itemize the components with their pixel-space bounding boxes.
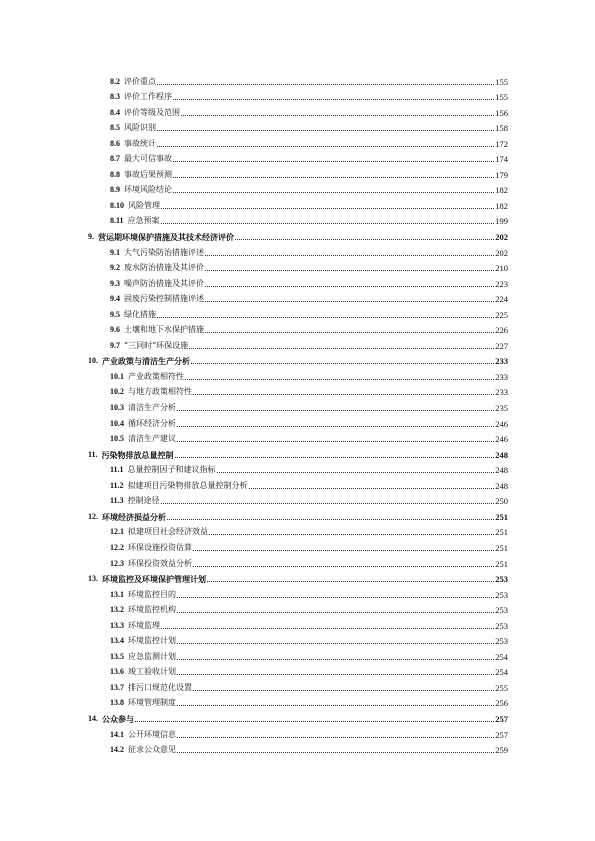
toc-entry-title: 产业政策与清洁生产分析	[102, 356, 190, 367]
dot-leader	[185, 378, 494, 380]
toc-entry-number: 10.2	[110, 387, 124, 397]
toc-page-number: 248	[495, 465, 508, 476]
toc-entry-title: 评价重点	[124, 76, 156, 86]
toc-entry-number: 14.	[88, 713, 98, 723]
toc-entry-number: 13.	[88, 574, 98, 584]
dot-leader	[173, 176, 494, 178]
toc-section-entry[interactable]	[88, 273, 508, 289]
toc-page-number: 253	[495, 605, 508, 616]
dot-leader	[177, 751, 494, 753]
dot-leader	[207, 580, 494, 582]
toc-page-number: 251	[495, 511, 508, 522]
dot-leader	[205, 300, 494, 302]
toc-section-entry[interactable]	[88, 429, 508, 445]
toc-section-entry[interactable]	[88, 180, 508, 196]
toc-page-number: 182	[495, 200, 508, 211]
dot-leader	[157, 129, 494, 131]
dot-leader	[191, 362, 494, 364]
toc-entry-title: 环境监控计划	[128, 636, 176, 646]
toc-section-entry[interactable]	[88, 366, 508, 382]
dot-leader	[157, 316, 494, 318]
toc-entry-title: 竣工验收计划	[128, 667, 176, 677]
toc-page-number: 199	[495, 216, 508, 227]
toc-entry-title: 环境监控及环境保护管理计划	[102, 574, 206, 585]
toc-entry-title: 风险管理	[128, 200, 160, 210]
toc-section-entry[interactable]	[88, 522, 508, 538]
toc-entry-number: 13.3	[110, 620, 124, 630]
toc-entry-number: 12.	[88, 511, 98, 521]
dot-leader	[157, 145, 494, 147]
toc-entry-title: 土壤和地下水保护措施	[124, 325, 204, 335]
toc-entry-number: 9.4	[110, 294, 120, 304]
toc-entry-title: 废水防治措施及其评价	[124, 263, 204, 273]
toc-entry-number: 8.2	[110, 76, 120, 86]
toc-entry-number: 12.1	[110, 527, 124, 537]
toc-section-entry[interactable]	[88, 382, 508, 398]
toc-page-number: 224	[495, 294, 508, 305]
dot-leader	[189, 347, 494, 349]
dot-leader	[157, 83, 494, 85]
toc-section-entry[interactable]	[88, 258, 508, 274]
toc-entry-number: 8.8	[110, 169, 120, 179]
toc-page-number: 253	[495, 589, 508, 600]
toc-page-number: 248	[495, 480, 508, 491]
toc-chapter-entry[interactable]	[88, 708, 508, 724]
toc-section-entry[interactable]	[88, 118, 508, 134]
toc-entry-number: 13.6	[110, 667, 124, 677]
toc-page-number: 225	[495, 309, 508, 320]
toc-page-number: 259	[495, 745, 508, 756]
toc-section-entry[interactable]	[88, 460, 508, 476]
toc-entry-number: 11.	[88, 449, 98, 459]
toc-entry-number: 13.7	[110, 682, 124, 692]
dot-leader	[217, 471, 495, 473]
toc-section-entry[interactable]	[88, 149, 508, 165]
toc-entry-title: 清洁生产分析	[128, 403, 176, 413]
dot-leader	[177, 736, 494, 738]
toc-entry-number: 8.9	[110, 185, 120, 195]
toc-entry-number: 13.1	[110, 589, 124, 599]
dot-leader	[205, 269, 494, 271]
toc-entry-title: 评价工作程序	[124, 92, 172, 102]
dot-leader	[167, 518, 494, 520]
toc-page-number: 179	[495, 169, 508, 180]
toc-section-entry[interactable]	[88, 677, 508, 693]
dot-leader	[205, 331, 494, 333]
toc-page-number: 248	[495, 449, 508, 460]
toc-page-number: 233	[495, 356, 508, 367]
toc-entry-number: 9.7	[110, 340, 120, 350]
toc-section-entry[interactable]	[88, 631, 508, 647]
toc-entry-number: 11.2	[110, 480, 124, 490]
toc-page-number: 182	[495, 185, 508, 196]
toc-section-entry[interactable]	[88, 646, 508, 662]
toc-section-entry[interactable]	[88, 491, 508, 507]
toc-entry-title: 环境监理	[128, 620, 160, 630]
toc-page-number: 254	[495, 667, 508, 678]
dot-leader	[177, 673, 494, 675]
toc-entry-title: 环境监控机构	[128, 605, 176, 615]
toc-section-entry[interactable]	[88, 537, 508, 553]
toc-section-entry[interactable]	[88, 304, 508, 320]
toc-entry-title: 污染物排放总量控制	[101, 449, 174, 460]
toc-page-number: 156	[495, 107, 508, 118]
toc-page-number: 235	[495, 403, 508, 414]
dot-leader	[209, 533, 494, 535]
dot-leader	[161, 222, 495, 224]
toc-chapter-entry[interactable]	[88, 444, 508, 460]
toc-page-number: 251	[495, 527, 508, 538]
toc-section-entry[interactable]	[88, 693, 508, 709]
dot-leader	[193, 549, 494, 551]
toc-entry-title: 事故后果预测	[124, 169, 172, 179]
toc-entry-title: 公开环境信息	[128, 729, 176, 739]
toc-entry-number: 9.5	[110, 309, 120, 319]
toc-entry-title: 环保投资效益分析	[128, 558, 192, 568]
toc-page-number: 253	[495, 636, 508, 647]
toc-entry-title: 清洁生产建议	[128, 434, 176, 444]
toc-entry-title: 环保设施投资估算	[128, 542, 192, 552]
toc-page-number: 257	[495, 713, 508, 724]
toc-entry-title: 环境管理制度	[128, 698, 176, 708]
table-of-contents	[88, 71, 508, 755]
toc-section-entry[interactable]	[88, 335, 508, 351]
toc-entry-title: “三同时”环保设施	[124, 340, 189, 350]
toc-entry-number: 12.3	[110, 558, 124, 568]
toc-page-number: 255	[495, 682, 508, 693]
toc-entry-title: 最大可信事故	[124, 154, 172, 164]
toc-page-number: 155	[495, 76, 508, 87]
dot-leader	[175, 456, 495, 458]
toc-page-number: 202	[495, 232, 508, 243]
toc-page-number: 250	[495, 496, 508, 507]
dot-leader	[177, 658, 494, 660]
toc-entry-number: 13.2	[110, 605, 124, 615]
toc-entry-title: 绿化措施	[124, 309, 156, 319]
toc-section-entry[interactable]	[88, 413, 508, 429]
dot-leader	[193, 393, 494, 395]
toc-entry-title: 产业政策相符性	[128, 371, 184, 381]
toc-chapter-entry[interactable]	[88, 351, 508, 367]
toc-entry-title: 环境经济损益分析	[102, 511, 166, 522]
toc-section-entry[interactable]	[88, 289, 508, 305]
toc-page-number: 251	[495, 558, 508, 569]
toc-entry-number: 11.1	[110, 465, 124, 475]
toc-entry-number: 9.2	[110, 263, 120, 273]
toc-entry-number: 9.6	[110, 325, 120, 335]
toc-chapter-entry[interactable]	[88, 506, 508, 522]
toc-section-entry[interactable]	[88, 102, 508, 118]
toc-entry-title: 循环经济分析	[128, 418, 176, 428]
toc-page-number: 158	[495, 123, 508, 134]
toc-section-entry[interactable]	[88, 662, 508, 678]
dot-leader	[193, 565, 494, 567]
toc-entry-number: 8.4	[110, 107, 120, 117]
toc-entry-number: 9.3	[110, 278, 120, 288]
toc-entry-title: 噪声防治措施及其评价	[124, 278, 204, 288]
toc-entry-title: 大气污染防治措施评述	[124, 247, 204, 257]
dot-leader	[173, 160, 494, 162]
dot-leader	[161, 627, 494, 629]
toc-entry-number: 12.2	[110, 542, 124, 552]
toc-page-number: 227	[495, 340, 508, 351]
toc-entry-title: 控制途径	[127, 496, 160, 506]
toc-page-number: 253	[495, 620, 508, 631]
dot-leader	[181, 114, 494, 116]
toc-entry-number: 8.10	[110, 200, 124, 210]
toc-entry-title: 公众参与	[102, 713, 134, 724]
dot-leader	[135, 720, 494, 722]
toc-section-entry[interactable]	[88, 211, 508, 227]
toc-page-number: 174	[495, 154, 508, 165]
toc-entry-title: 风险识别	[124, 123, 156, 133]
dot-leader	[161, 502, 495, 504]
toc-section-entry[interactable]	[88, 242, 508, 258]
toc-page-number: 172	[495, 138, 508, 149]
dot-leader	[249, 487, 495, 489]
dot-leader	[205, 254, 494, 256]
toc-entry-number: 11.3	[110, 496, 124, 506]
toc-entry-title: 固废污染控制措施评述	[124, 294, 204, 304]
toc-chapter-entry[interactable]	[88, 226, 508, 242]
toc-entry-title: 事故统计	[124, 138, 156, 148]
toc-section-entry[interactable]	[88, 320, 508, 336]
toc-entry-number: 10.3	[110, 403, 124, 413]
toc-entry-number: 10.4	[110, 418, 124, 428]
dot-leader	[177, 440, 494, 442]
toc-entry-number: 13.5	[110, 651, 124, 661]
toc-section-entry[interactable]	[88, 740, 508, 756]
toc-entry-number: 13.8	[110, 698, 124, 708]
toc-section-entry[interactable]	[88, 397, 508, 413]
toc-page-number: 246	[495, 418, 508, 429]
dot-leader	[205, 285, 494, 287]
toc-page-number: 233	[495, 387, 508, 398]
toc-section-entry[interactable]	[88, 87, 508, 103]
toc-entry-title: 营运期环境保护措施及其技术经济评价	[98, 232, 234, 243]
toc-section-entry[interactable]	[88, 164, 508, 180]
dot-leader	[177, 596, 494, 598]
toc-page-number: 233	[495, 371, 508, 382]
dot-leader	[177, 425, 494, 427]
toc-entry-number: 13.4	[110, 636, 124, 646]
toc-section-entry[interactable]	[88, 724, 508, 740]
toc-entry-title: 与地方政策相符性	[128, 387, 192, 397]
toc-entry-number: 8.3	[110, 92, 120, 102]
toc-section-entry[interactable]	[88, 71, 508, 87]
dot-leader	[173, 98, 494, 100]
toc-section-entry[interactable]	[88, 553, 508, 569]
toc-entry-title: 拟建项目社会经济效益	[128, 527, 208, 537]
toc-page-number: 223	[495, 278, 508, 289]
toc-entry-number: 10.5	[110, 434, 124, 444]
toc-section-entry[interactable]	[88, 475, 508, 491]
dot-leader	[235, 238, 494, 240]
toc-page-number: 202	[495, 247, 508, 258]
toc-page-number: 257	[495, 729, 508, 740]
dot-leader	[161, 207, 494, 209]
toc-entry-number: 14.1	[110, 729, 124, 739]
dot-leader	[193, 689, 494, 691]
toc-entry-title: 应急预案	[127, 216, 160, 226]
toc-page-number: 256	[495, 698, 508, 709]
toc-entry-number: 8.7	[110, 154, 120, 164]
toc-entry-number: 9.1	[110, 247, 120, 257]
toc-entry-title: 环境风险结论	[124, 185, 172, 195]
toc-entry-number: 10.	[88, 356, 98, 366]
dot-leader	[177, 642, 494, 644]
toc-chapter-entry[interactable]	[88, 569, 508, 585]
toc-page-number: 246	[495, 434, 508, 445]
toc-page-number: 155	[495, 92, 508, 103]
toc-entry-number: 14.2	[110, 745, 124, 755]
toc-page-number: 210	[495, 263, 508, 274]
toc-page-number: 251	[495, 542, 508, 553]
toc-section-entry[interactable]	[88, 195, 508, 211]
toc-section-entry[interactable]	[88, 133, 508, 149]
toc-entry-title: 应急监测计划	[128, 651, 176, 661]
toc-entry-number: 8.5	[110, 123, 120, 133]
toc-entry-number: 10.1	[110, 371, 124, 381]
toc-entry-title: 评价等级及范围	[124, 107, 180, 117]
toc-entry-title: 总量控制因子和建议指标	[127, 465, 216, 475]
toc-page-number: 253	[495, 574, 508, 585]
toc-entry-number: 8.6	[110, 138, 120, 148]
dot-leader	[173, 191, 494, 193]
toc-entry-number: 9.	[88, 232, 94, 242]
dot-leader	[177, 611, 494, 613]
toc-section-entry[interactable]	[88, 600, 508, 616]
toc-section-entry[interactable]	[88, 584, 508, 600]
dot-leader	[177, 409, 494, 411]
toc-entry-title: 排污口规范化设置	[128, 682, 192, 692]
toc-entry-title: 环境监控目的	[128, 589, 176, 599]
toc-page-number: 226	[495, 325, 508, 336]
toc-entry-number: 8.11	[110, 216, 124, 226]
toc-entry-title: 拟建项目污染物排放总量控制分析	[127, 480, 248, 490]
toc-page-number: 254	[495, 651, 508, 662]
toc-section-entry[interactable]	[88, 615, 508, 631]
dot-leader	[177, 704, 494, 706]
toc-entry-title: 征求公众意见	[128, 745, 176, 755]
